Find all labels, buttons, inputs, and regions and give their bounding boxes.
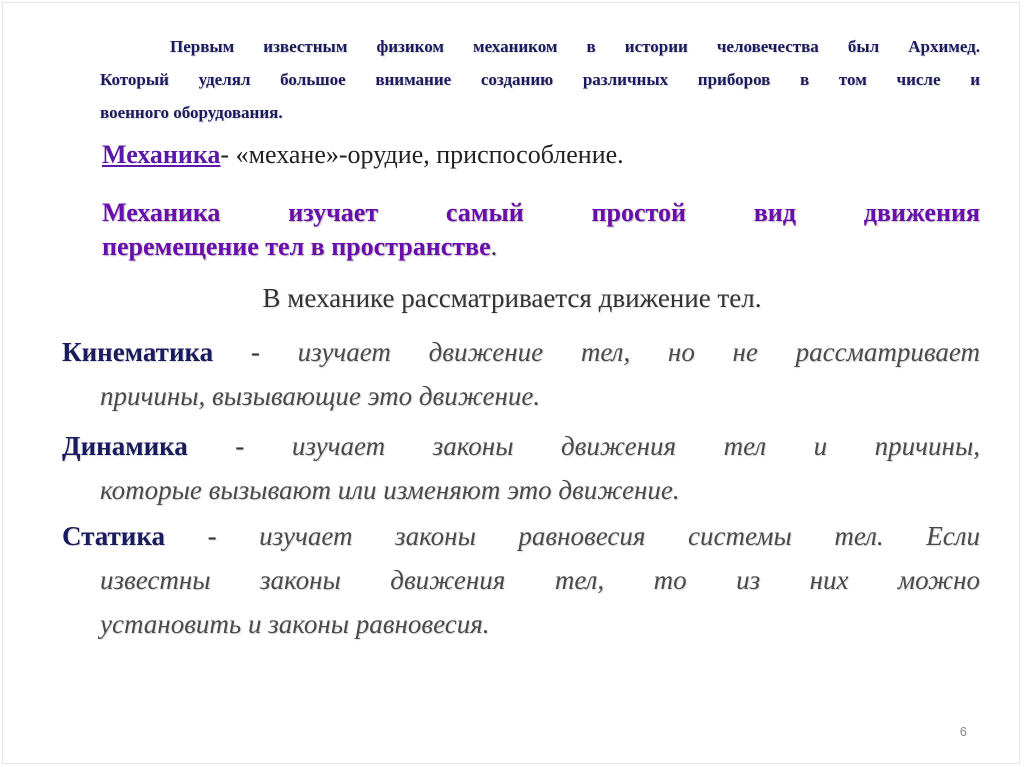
mechanics-definition — [102, 140, 982, 170]
dynamics-desc-1: изучает законы движения тел и причины, — [291, 431, 980, 461]
intro-line-3: военного оборудования. — [100, 103, 283, 122]
kinematics-line-1 — [62, 330, 980, 374]
statics-line-2: известны законы движения тел, то из них можно — [100, 565, 980, 595]
kinematics-definition — [62, 330, 980, 418]
mechanics-definition-text: - «механе»-орудие, приспособление. — [220, 140, 624, 169]
dynamics-definition — [62, 424, 980, 512]
kinematics-line-2: причины, вызывающие это движение. — [100, 381, 541, 411]
statics-line-3: установить и законы равновесия. — [100, 609, 490, 639]
mechanics-term: Механика — [102, 140, 221, 169]
kinematics-dash: - — [213, 337, 298, 367]
dynamics-line-1 — [62, 424, 980, 468]
dynamics-line-2: которые вызывают или изменяют это движение. — [100, 475, 680, 505]
kinematics-desc-1: изучает движение тел, но не рассматривает — [297, 337, 980, 367]
mechanics-scope-line-2-text: перемещение тел в пространстве — [102, 232, 491, 261]
kinematics-term: Кинематика — [62, 337, 214, 367]
mechanics-scope-line-1: Механика изучает самый простой вид движения — [102, 198, 980, 227]
centered-statement: В механике рассматривается движение тел. — [262, 283, 762, 313]
intro-paragraph — [100, 30, 980, 129]
intro-line-2: Который уделял большое внимание созданию различных приборов в том числе и — [100, 70, 980, 89]
mechanics-scope-line-2 — [102, 230, 980, 264]
statics-term: Статика — [62, 521, 166, 551]
mechanics-scope — [102, 196, 980, 264]
page-number: 6 — [959, 724, 967, 739]
statics-dash: - — [165, 521, 260, 551]
statics-line-1 — [62, 514, 980, 558]
intro-line-1: Первым известным физиком механиком в истории человечества был Архимед. — [170, 37, 980, 56]
dynamics-dash: - — [187, 431, 292, 461]
dynamics-term: Динамика — [62, 431, 188, 461]
statics-desc-1: изучает законы равновесия системы тел. Если — [259, 521, 980, 551]
mechanics-scope-period: . — [490, 232, 498, 261]
statics-definition — [62, 514, 980, 646]
